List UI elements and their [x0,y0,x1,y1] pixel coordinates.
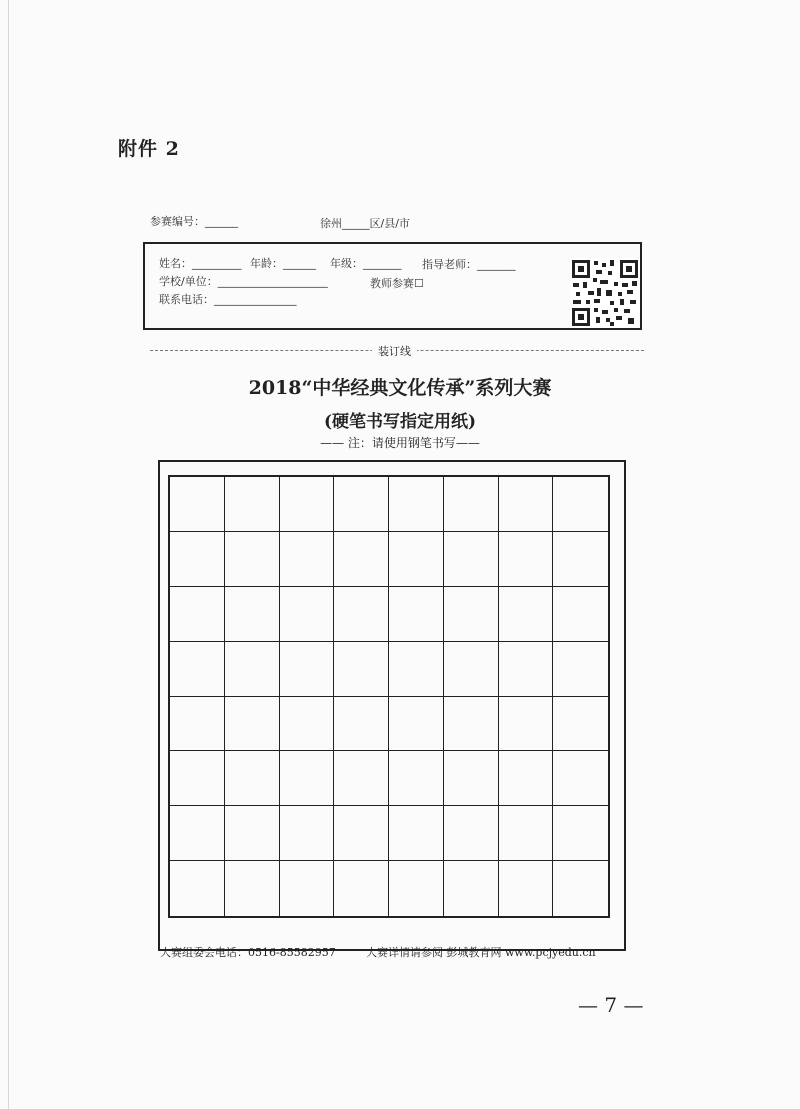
grid-cell [170,751,225,806]
grid-cell [170,861,225,916]
grid-cell [444,751,499,806]
phone-field: 联系电话：_______________ [159,293,297,306]
writing-grid-frame [158,460,626,951]
grid-cell [389,587,444,642]
grid-cell [499,477,554,532]
grid-cell [499,587,554,642]
grid-cell [389,861,444,916]
page-edge [8,0,9,1109]
grid-cell [170,697,225,752]
grid-cell [553,806,608,861]
grid-cell [280,642,335,697]
grid-cell [334,861,389,916]
grid-cell [499,532,554,587]
grid-cell [280,806,335,861]
grid-cell [553,532,608,587]
grid-cell [225,861,280,916]
grid-cell [499,697,554,752]
grid-cell [225,642,280,697]
grid-cell [280,697,335,752]
grid-cell [225,587,280,642]
binding-line-label: 装订线 [372,343,417,359]
grid-cell [499,642,554,697]
grid-cell [553,751,608,806]
grid-cell [280,587,335,642]
qr-code [570,258,640,328]
grid-cell [334,587,389,642]
grid-cell [553,697,608,752]
grid-cell [444,587,499,642]
grid-cell [334,751,389,806]
grid-cell [280,532,335,587]
grid-cell [225,806,280,861]
grid-cell [389,751,444,806]
grid-cell [225,751,280,806]
age-field: 年龄：______ [250,257,316,270]
entry-number-field: 参赛编号：______ [150,215,238,228]
page-title: 2018“中华经典文化传承”系列大赛 [248,377,552,399]
grid-cell [553,642,608,697]
grid-cell [170,806,225,861]
grid-cell [444,697,499,752]
school-field: 学校/单位：____________________ [159,275,328,288]
page-number: — 7 — [578,993,644,1017]
name-field: 姓名：_________ [159,257,242,270]
grid-cell [499,806,554,861]
grid-cell [553,477,608,532]
grid-cell [444,806,499,861]
grid-cell [225,697,280,752]
grid-cell [553,861,608,916]
grid-cell [499,861,554,916]
grid-cell [444,477,499,532]
grid-cell [225,477,280,532]
committee-phone: 大赛组委会电话：0516-85582957 [160,946,336,959]
grade-field: 年级：_______ [330,257,402,270]
region-field: 徐州_____区/县/市 [320,217,410,230]
grid-cell [170,477,225,532]
writing-note: —— 注：请使用钢笔书写—— [320,436,480,450]
grid-cell [389,806,444,861]
participant-info-box [143,242,642,330]
grid-cell [444,861,499,916]
grid-cell [389,642,444,697]
grid-cell [334,697,389,752]
page-subtitle: (硬笔书写指定用纸) [323,412,477,432]
attachment-label: 附件 2 [118,138,180,160]
grid-cell [334,532,389,587]
grid-cell [334,806,389,861]
grid-cell [280,751,335,806]
grid-cell [280,861,335,916]
grid-cell [389,532,444,587]
details-info: 大赛详情请参阅 彭城教育网 www.pcjyedu.cn [366,946,596,959]
grid-cell [225,532,280,587]
grid-cell [389,477,444,532]
writing-grid [168,475,610,918]
grid-cell [280,477,335,532]
grid-cell [334,477,389,532]
grid-cell [334,642,389,697]
grid-cell [170,642,225,697]
teacher-field: 指导老师：_______ [422,258,516,271]
grid-cell [444,642,499,697]
grid-cell [170,532,225,587]
grid-cell [499,751,554,806]
grid-cell [553,587,608,642]
grid-cell [444,532,499,587]
grid-cell [389,697,444,752]
teacher-entry-checkbox: 教师参赛☐ [370,277,424,290]
grid-cell [170,587,225,642]
